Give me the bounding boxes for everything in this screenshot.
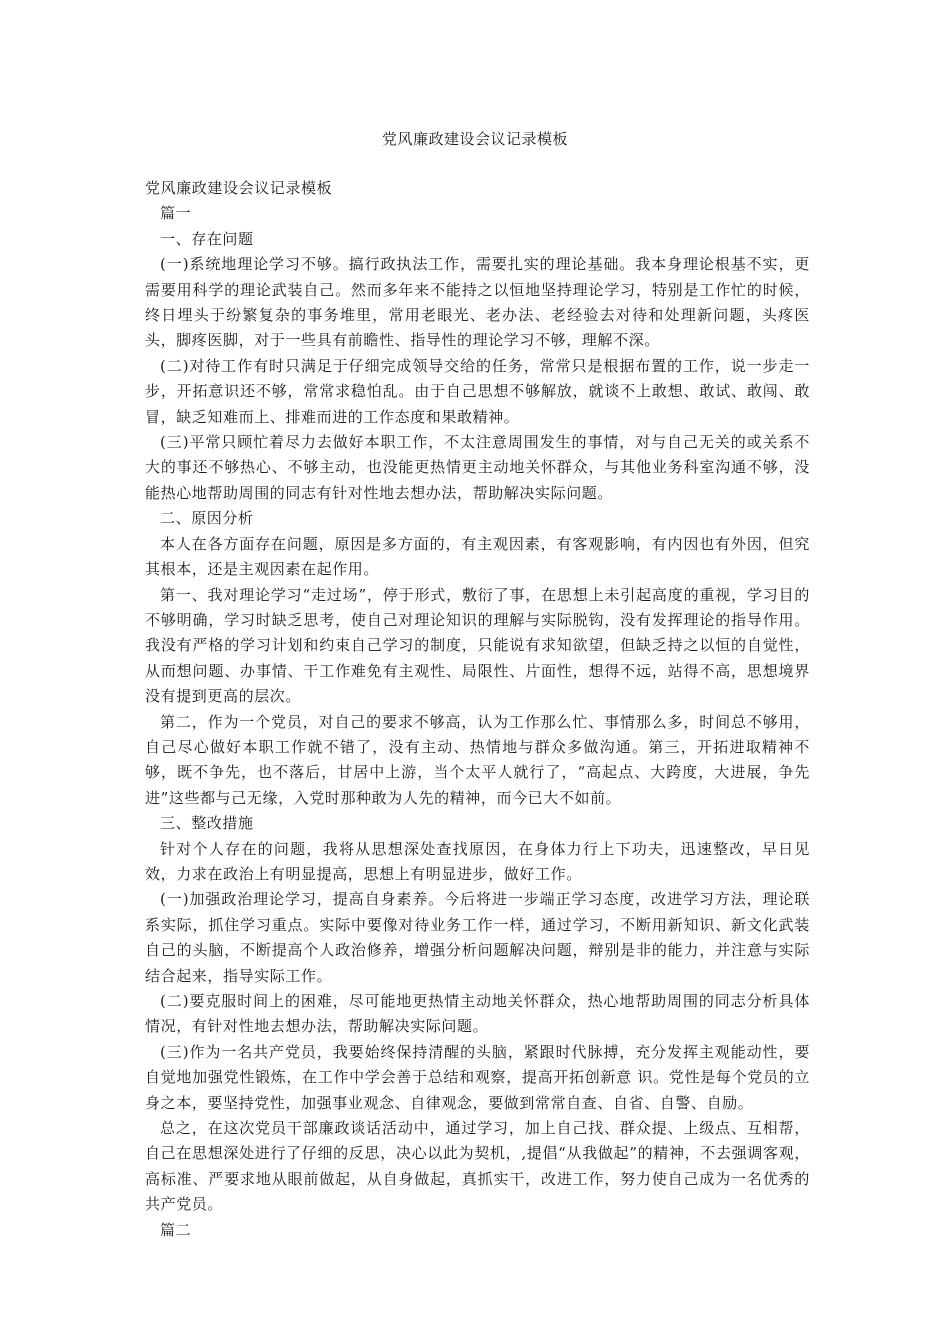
section-heading-rectification: 三、整改措施	[160, 814, 254, 833]
paragraph: 第二，作为一个党员，对自己的要求不够高，认为工作那么忙、事情那么多，时间总不够用，自己尽心做好本职工作就不错了，没有主动、热情地与群众多做沟通。第三，开拓进取精神不够，既不争先，也不落后，甘居中上游，当个太平人就行了，“高起点、大跨度，大进展，争先进”这些都与己无缘，入党时那种敢为人先的精神，而今已大不如前。	[145, 712, 810, 807]
section-heading-cause-analysis: 二、原因分析	[160, 509, 254, 528]
section-label-part-two: 篇二	[160, 1220, 192, 1239]
section-label-part-one: 篇一	[160, 204, 192, 223]
paragraph: (三)作为一名共产党员，我要始终保持清醒的头脑，紧跟时代脉搏，充分发挥主观能动性，要自觉地加强党性锻炼，在工作中学会善于总结和观察，提高开拓创新意 识。党性是每个党员的立身之本，要坚持党性，加强事业观念、自律观念，要做到常常自查、自省、自警、自励。	[145, 1042, 810, 1112]
paragraph: 本人在各方面存在问题，原因是多方面的，有主观因素，有客观影响，有内因也有外因，但究其根本，还是主观因素在起作用。	[145, 534, 810, 579]
paragraph: (一)系统地理论学习不够。搞行政执法工作，需要扎实的理论基础。我本身理论根基不实，更需要用科学的理论武装自己。然而多年来不能持之以恒地坚持理论学习，特别是工作忙的时候，终日埋头于纷繁复杂的事务堆里，常用老眼光、老办法、老经验去对待和处理新问题，头疼医头，脚疼医脚，对于一些具有前瞻性、指导性的理论学习不够，理解不深。	[145, 255, 810, 350]
section-heading-problems: 一、存在问题	[160, 229, 254, 248]
paragraph: 第一、我对理论学习“走过场”，停于形式，敷衍了事，在思想上未引起高度的重视，学习目的不够明确，学习时缺乏思考，使自己对理论知识的理解与实际脱钩，没有发挥理论的指导作用。我没有严格的学习计划和约束自己学习的制度，只能说有求知欲望，但缺乏持之以恒的自觉性，从而想问题、办事情、干工作难免有主观性、局限性、片面性，想得不远，站得不高，思想境界没有提到更高的层次。	[145, 585, 810, 706]
document-body	[145, 176, 810, 1243]
paragraph: (二)对待工作有时只满足于仔细完成领导交给的任务，常常只是根据布置的工作，说一步走一步，开拓意识还不够，常常求稳怕乱。由于自己思想不够解放，就谈不上敢想、敢试、敢闯、敢冒，缺乏知难而上、排难而进的工作态度和果敢精神。	[145, 356, 810, 426]
document-title: 党风廉政建设会议记录模板	[381, 130, 568, 148]
paragraph: 总之，在这次党员干部廉政谈话活动中，通过学习，加上自己找、群众提、上级点、互相帮，自己在思想深处进行了仔细的反思，决心以此为契机，,提倡“从我做起”的精神，不去强调客观，高标准、严要求地从眼前做起，从自身做起，真抓实干，改进工作，努力使自己成为一名优秀的共产党员。	[145, 1119, 810, 1214]
paragraph: (三)平常只顾忙着尽力去做好本职工作，不太注意周围发生的事情，对与自己无关的或关系不大的事还不够热心、不够主动，也没能更热情更主动地关怀群众，与其他业务科室沟通不够，没能热心地帮助周围的同志有针对性地去想办法，帮助解决实际问题。	[145, 433, 810, 502]
paragraph: (二)要克服时间上的困难，尽可能地更热情主动地关怀群众，热心地帮助周围的同志分析具体情况，有针对性地去想办法，帮助解决实际问题。	[145, 992, 810, 1036]
paragraph: 针对个人存在的问题，我将从思想深处查找原因，在身体力行上下功夫，迅速整改，早日见效，力求在政治上有明显提高，思想上有明显进步，做好工作。	[145, 839, 810, 883]
paragraph: (一)加强政治理论学习，提高自身素养。今后将进一步端正学习态度，改进学习方法，理论联系实际，抓住学习重点。实际中要像对待业务工作一样，通过学习，不断用新知识、新文化武装自己的头脑，不断提高个人政治修养，增强分析问题解决问题，辩别是非的能力，并注意与实际结合起来，指导实际工作。	[145, 890, 810, 985]
body-heading: 党风廉政建设会议记录模板	[145, 179, 333, 197]
